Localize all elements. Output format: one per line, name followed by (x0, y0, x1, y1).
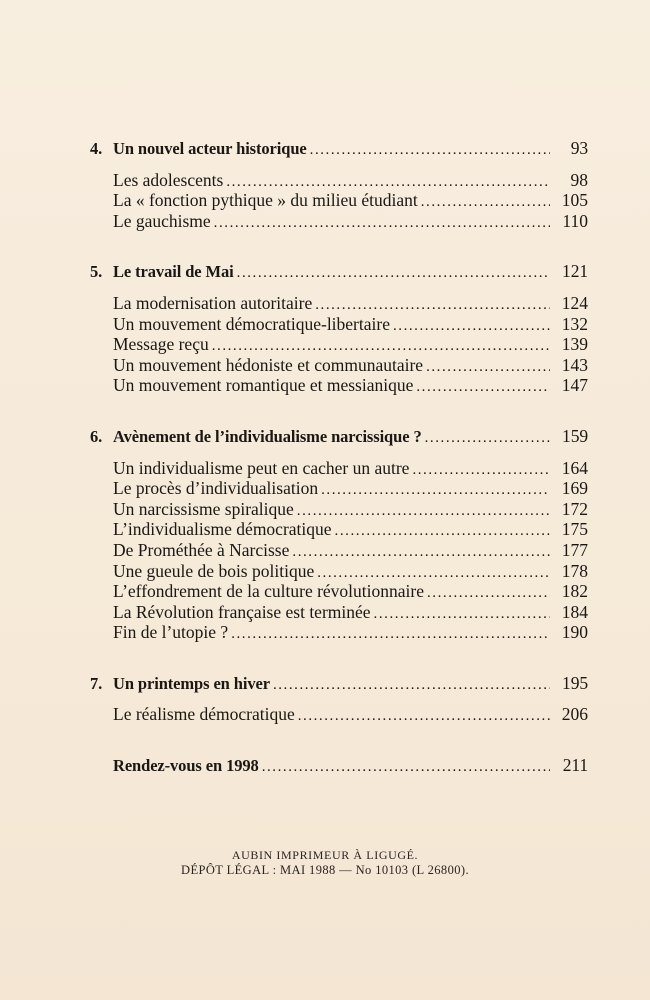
toc-entry (90, 458, 588, 479)
leader-dots (421, 192, 550, 213)
leader-dots (374, 604, 550, 625)
leader-dots (315, 295, 550, 316)
page-number: 147 (561, 375, 588, 396)
entry-title: Un individualisme peut en cacher un autre (113, 457, 410, 478)
leader-dots (393, 316, 550, 337)
toc-entry (90, 478, 588, 499)
toc-entry (90, 293, 588, 314)
entry-title: Message reçu (113, 334, 209, 355)
toc-entry (90, 334, 588, 355)
leader-dots (426, 357, 550, 378)
chapter-title: Rendez-vous en 1998 (113, 756, 259, 776)
toc-entry (90, 211, 588, 232)
entry-title: Un narcissisme spiralique (113, 498, 294, 519)
entry-title: Un mouvement démocratique-libertaire (113, 313, 390, 334)
entry-title: Fin de l’utopie ? (113, 622, 229, 643)
entry-title: Un mouvement hédoniste et communautaire (113, 354, 424, 375)
toc-entry (90, 581, 588, 602)
chapter-number: 5. (90, 262, 103, 282)
legal-deposit: DÉPÔT LÉGAL : MAI 1988 — No 10103 (L 26800). (181, 863, 469, 877)
leader-dots (292, 542, 550, 563)
entry-title: L’effondrement de la culture révolutionnaire (113, 581, 424, 602)
page-number: 206 (561, 704, 588, 725)
toc-entry (90, 190, 588, 211)
leader-dots (214, 213, 550, 234)
toc-entry (90, 622, 588, 643)
entry-title: Les adolescents (113, 169, 224, 190)
entry-title: Un mouvement romantique et messianique (113, 375, 414, 396)
leader-dots (212, 336, 550, 357)
chapter-title: Un printemps en hiver (113, 673, 270, 693)
toc-entry (90, 375, 588, 396)
chapter-number: 7. (90, 673, 103, 693)
page-number: 190 (561, 622, 588, 643)
page-number: 164 (561, 457, 588, 478)
toc-entry (90, 602, 588, 623)
page-number: 139 (561, 334, 588, 355)
leader-dots (262, 757, 550, 778)
leader-dots (226, 172, 550, 193)
entry-title: L’individualisme démocratique (113, 519, 332, 540)
toc-final-entry (90, 755, 588, 776)
entry-title: Le procès d’individualisation (113, 478, 319, 499)
toc-entry (90, 355, 588, 376)
entry-title: Une gueule de bois politique (113, 560, 315, 581)
leader-dots (317, 563, 550, 584)
entry-title: La modernisation autoritaire (113, 292, 313, 313)
page-number: 177 (561, 539, 588, 560)
page-number: 93 (570, 138, 588, 158)
leader-dots (427, 583, 550, 604)
toc-entry (90, 540, 588, 561)
toc-entry (90, 561, 588, 582)
leader-dots (237, 263, 550, 284)
toc-chapter-5 (90, 261, 588, 282)
chapter-title: Le travail de Mai (113, 262, 234, 282)
toc-entry (90, 314, 588, 335)
leader-dots (335, 521, 550, 542)
toc-chapter-7 (90, 673, 588, 694)
leader-dots (310, 140, 550, 161)
page-number: 178 (561, 560, 588, 581)
leader-dots (416, 377, 550, 398)
toc-chapter-6 (90, 426, 588, 447)
page-number: 105 (561, 190, 588, 211)
page-number: 98 (570, 169, 588, 190)
leader-dots (412, 460, 550, 481)
leader-dots (297, 501, 550, 522)
page-number: 211 (562, 755, 588, 776)
page-number: 195 (562, 672, 588, 693)
entry-title: Le gauchisme (113, 210, 211, 231)
entry-title: De Prométhée à Narcisse (113, 539, 290, 560)
page-number: 169 (561, 478, 588, 499)
leader-dots (273, 675, 550, 696)
toc-entry (90, 704, 588, 725)
leader-dots (298, 706, 550, 727)
entry-title: La « fonction pythique » du milieu étudiant (113, 190, 418, 211)
chapter-number: 6. (90, 426, 103, 446)
toc-entry (90, 170, 588, 191)
printer-imprint: AUBIN IMPRIMEUR À LIGUGÉ. (231, 848, 419, 862)
page-number: 182 (561, 581, 588, 602)
chapter-number: 4. (90, 139, 103, 158)
page-number: 175 (561, 519, 588, 540)
chapter-title: Avènement de l’individualisme narcissique ? (113, 426, 422, 446)
page-number: 124 (561, 292, 588, 313)
chapter-title: Un nouvel acteur historique (113, 139, 307, 158)
entry-title: La Révolution française est terminée (113, 601, 371, 622)
leader-dots (321, 480, 550, 501)
page-number: 143 (561, 354, 588, 375)
page-number: 159 (562, 425, 588, 446)
table-of-contents (90, 138, 588, 776)
page-number: 132 (561, 313, 588, 334)
page-number: 110 (562, 210, 588, 231)
leader-dots (425, 428, 550, 449)
toc-chapter-4 (90, 138, 588, 159)
toc-entry (90, 519, 588, 540)
entry-title: Le réalisme démocratique (113, 704, 295, 725)
leader-dots (231, 624, 550, 645)
page-number: 121 (562, 261, 588, 282)
page-number: 184 (561, 601, 588, 622)
toc-entry (90, 499, 588, 520)
page-number: 172 (561, 498, 588, 519)
